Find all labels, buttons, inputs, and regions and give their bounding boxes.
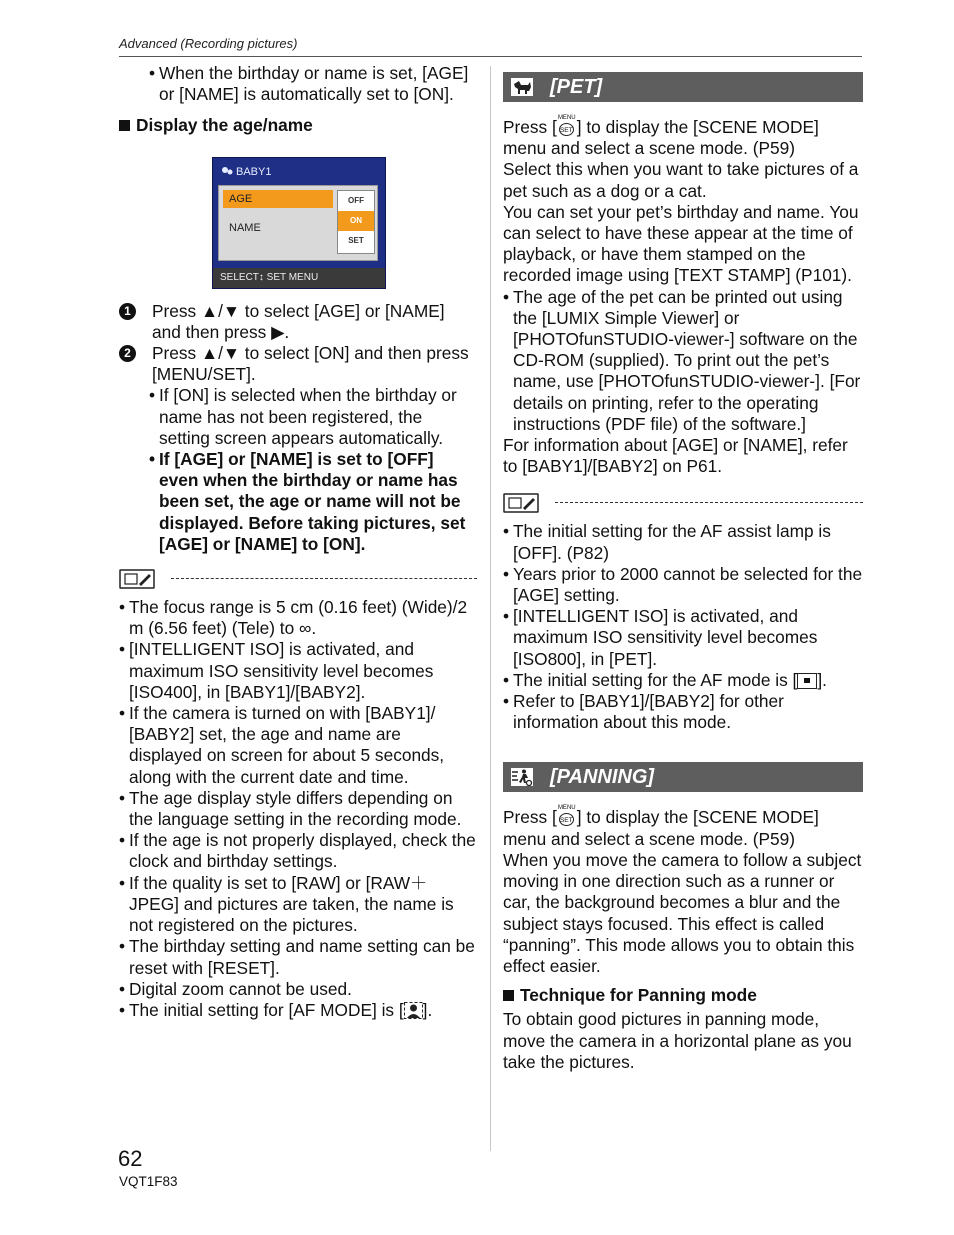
page-number: 62 [118, 1146, 143, 1171]
af-spot-icon [797, 673, 817, 689]
panning-title: [PANNING] [550, 766, 655, 789]
panning-press-text: Press [ MENU SET ] to display the [SCENE MODE] menu and select a scene mode. (P59) [503, 805, 819, 849]
note-item: • If the age is not properly displayed, check the clock and birthday settings. [119, 830, 476, 872]
menu-set-button-icon: MENU SET [557, 115, 576, 134]
step-warning: • If [AGE] or [NAME] is set to [OFF] even when the birthday or name has been set, the age or name will not be displayed. Before taking pictures, set [AGE] or [NAME] to [ON]. [149, 449, 466, 554]
note-item: • The initial setting for [AF MODE] is [ ]. [119, 999, 433, 1020]
note-item: • The focus range is 5 cm (0.16 feet) (Wide)/2 m (6.56 feet) (Tele) to ∞. [119, 597, 468, 639]
note-item: • If the quality is set to [RAW] or [RAW＋JPEG] and pictures are taken, the name is not registered on the pictures. [119, 872, 454, 936]
lcd-option-on: ON [338, 211, 374, 231]
notes-header [119, 569, 477, 593]
pet-bullet: • The age of the pet can be printed out using the [LUMIX Simple Viewer] or [PHOTOfunSTUDIO-viewer-] software on the CD-ROM (supplied). To print out the pet’s name, use [PHOTOfunSTUDIO-viewer-]. [For details on printing, refer to the operating instructions (PDF file) of the software.] [503, 286, 861, 434]
left-notes-list [119, 597, 477, 1021]
left-column [119, 63, 477, 1021]
technique-text: To obtain good pictures in panning mode, move the camera in a horizontal plane as you take the pictures. [503, 1009, 852, 1072]
pet-mode-bar [503, 72, 863, 102]
note-icon [503, 493, 539, 513]
note-item: • [INTELLIGENT ISO] is activated, and maximum ISO sensitivity level becomes [ISO400], in [BABY1]/[BABY2]. [119, 639, 434, 702]
step-number: 1 [119, 303, 136, 320]
pet-para-3: For information about [AGE] or [NAME], refer to [BABY1]/[BABY2] on P61. [503, 435, 848, 477]
note-item: • The initial setting for the AF mode is [ ]. [503, 669, 827, 690]
notes-divider [555, 502, 863, 503]
lcd-footer: SELECT↕ SET MENU [213, 268, 385, 288]
note-item: • The initial setting for the AF assist lamp is [OFF]. (P82) [503, 521, 831, 563]
lcd-age-row: AGE [223, 190, 333, 208]
lcd-title: BABY1 [221, 162, 271, 183]
panning-icon [511, 768, 533, 786]
baby-icon [221, 166, 233, 176]
note-item: • Years prior to 2000 cannot be selected for the [AGE] setting. [503, 563, 863, 606]
panning-para-1: When you move the camera to follow a subject moving in one direction such as a runner or car, the background becomes a blur and the subject stays focused. This effect is called “panning”. This mode allows you to obtain this effect easier. [503, 849, 862, 976]
pet-para-1: Select this when you want to take pictures of a pet such as a dog or a cat. [503, 159, 859, 201]
header-rule [119, 56, 862, 57]
lcd-options [337, 190, 375, 254]
lcd-option-off: OFF [348, 195, 364, 205]
document-code: VQT1F83 [119, 1174, 178, 1189]
pet-para-2: You can set your pet’s birthday and name. You can select to have these appear at the time of playback, or have them stamped on the recorded image using [TEXT STAMP] (P101). [503, 201, 859, 286]
note-item: • If the camera is turned on with [BABY1]/ [BABY2] set, the age and name are displayed on screen for about 5 seconds, along with the current date and time. [119, 703, 445, 787]
technique-heading: Technique for Panning mode [503, 985, 863, 1006]
pet-title: [PET] [550, 76, 603, 98]
panning-mode-bar [503, 762, 863, 792]
lcd-screen-image [212, 157, 386, 289]
note-item: • Digital zoom cannot be used. [119, 978, 352, 999]
lcd-menu-panel [218, 185, 378, 261]
step-2: 2 Press ▲/▼ to select [ON] and then press [MENU/SET]. [119, 343, 477, 385]
notes-divider [171, 578, 477, 579]
step-1: 1 Press ▲/▼ to select [AGE] or [NAME] and then press ▶. [119, 301, 477, 343]
pet-press-text: Press [ MENU SET ] to display the [SCENE MODE] menu and select a scene mode. (P59) [503, 115, 819, 159]
pet-icon [511, 78, 533, 96]
lcd-option-set: SET [348, 235, 364, 245]
right-column [503, 72, 863, 1073]
pet-notes-list [503, 521, 863, 733]
step-note: • If [ON] is selected when the birthday or name has not been registered, the setting screen appears automatically. [149, 385, 457, 448]
note-item: • The birthday setting and name setting can be reset with [RESET]. [119, 936, 475, 978]
square-bullet-icon [119, 120, 130, 131]
square-bullet-icon [503, 990, 514, 1001]
note-icon [119, 569, 155, 589]
lcd-name-row: NAME [229, 221, 261, 234]
header-title: Advanced (Recording pictures) [119, 36, 298, 51]
menu-set-button-icon: MENU SET [557, 805, 576, 825]
display-heading: Display the age/name [119, 115, 477, 136]
note-item: • The age display style differs depending on the language setting in the recording mode. [119, 787, 462, 830]
bullet-mark: • [149, 385, 156, 406]
note-item: • [INTELLIGENT ISO] is activated, and maximum ISO sensitivity level becomes [ISO800], in [PET]. [503, 606, 818, 669]
bullet-mark: • [149, 63, 156, 83]
face-detection-icon [404, 1002, 423, 1019]
pet-notes-header [503, 493, 863, 517]
note-item: • Refer to [BABY1]/[BABY2] for other information about this mode. [503, 691, 784, 733]
step-number: 2 [119, 345, 136, 362]
intro-bullet: • When the birthday or name is set, [AGE] or [NAME] is automatically set to [ON]. [149, 63, 469, 105]
bullet-mark: • [149, 449, 156, 470]
column-divider [490, 66, 491, 1151]
